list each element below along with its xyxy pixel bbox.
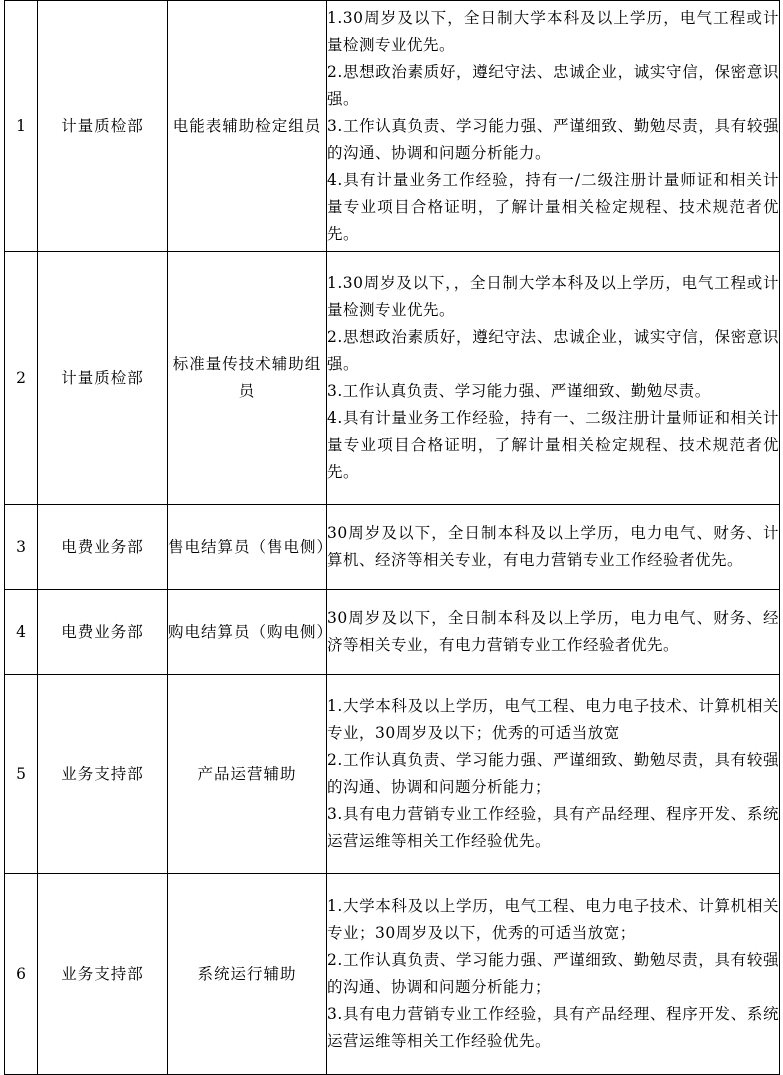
requirement-item: 3.工作认真负责、学习能力强、严谨细致、勤勉尽责。 bbox=[327, 382, 711, 400]
requirement-item: 3.具有电力营销专业工作经验，具有产品经理、程序开发、系统运营运维等相关工作经验优先。 bbox=[327, 805, 779, 850]
position-cell: 电能表辅助检定组员 bbox=[168, 1, 327, 252]
requirements-cell bbox=[327, 590, 780, 675]
table-row bbox=[5, 675, 780, 874]
position-cell: 产品运营辅助 bbox=[168, 675, 327, 874]
department-cell: 业务支持部 bbox=[38, 675, 168, 874]
row-number: 6 bbox=[5, 874, 38, 1075]
requirements-cell bbox=[327, 252, 780, 505]
table-row bbox=[5, 590, 780, 675]
department-cell: 业务支持部 bbox=[38, 874, 168, 1075]
requirements-cell bbox=[327, 1, 780, 252]
requirement-item: 30周岁及以下，全日制本科及以上学历，电力电气、财务、计算机、经济等相关专业，有电力营销专业工作经验者优先。 bbox=[327, 524, 779, 569]
row-number: 3 bbox=[5, 505, 38, 590]
row-number: 5 bbox=[5, 675, 38, 874]
requirement-item: 1.大学本科及以上学历，电气工程、电力电子技术、计算机相关专业；30周岁及以下，优秀的可适当放宽； bbox=[327, 897, 779, 942]
table-row bbox=[5, 1, 780, 252]
requirement-item: 4.具有计量业务工作经验，持有一/二级注册计量师证和相关计量专业项目合格证明，了解计量相关检定规程、技术规范者优先。 bbox=[327, 170, 779, 243]
row-number: 2 bbox=[5, 252, 38, 505]
requirement-item: 2.工作认真负责、学习能力强、严谨细致、勤勉尽责，具有较强的沟通、协调和问题分析能力； bbox=[327, 751, 779, 796]
department-cell: 计量质检部 bbox=[38, 1, 168, 252]
table-row bbox=[5, 252, 780, 505]
requirement-item: 1.30周岁及以下，，全日制大学本科及以上学历，电气工程或计量检测专业优先。 bbox=[327, 274, 779, 319]
job-requirements-table bbox=[4, 0, 780, 1075]
requirement-item: 3.工作认真负责、学习能力强、严谨细致、勤勉尽责，具有较强的沟通、协调和问题分析能力。 bbox=[327, 116, 779, 162]
table-row bbox=[5, 505, 780, 590]
requirement-item: 4.具有计量业务工作经验，持有一、二级注册计量师证和相关计量专业项目合格证明，了解计量相关检定规程、技术规范者优先。 bbox=[327, 409, 779, 481]
requirement-item: 2.思想政治素质好，遵纪守法、忠诚企业，诚实守信，保密意识强。 bbox=[327, 62, 779, 108]
requirements-cell bbox=[327, 874, 780, 1075]
table-row bbox=[5, 874, 780, 1075]
position-cell: 系统运行辅助 bbox=[168, 874, 327, 1075]
department-cell: 电费业务部 bbox=[38, 505, 168, 590]
requirements-cell bbox=[327, 505, 780, 590]
row-number: 4 bbox=[5, 590, 38, 675]
requirement-item: 1.30周岁及以下，全日制大学本科及以上学历，电气工程或计量检测专业优先。 bbox=[327, 8, 779, 54]
row-number: 1 bbox=[5, 1, 38, 252]
position-cell: 购电结算员（购电侧） bbox=[168, 590, 327, 675]
department-cell: 计量质检部 bbox=[38, 252, 168, 505]
requirement-item: 30周岁及以下，全日制本科及以上学历，电力电气、财务、经济等相关专业，有电力营销专业工作经验者优先。 bbox=[327, 609, 779, 654]
requirement-item: 1.大学本科及以上学历，电气工程、电力电子技术、计算机相关专业，30周岁及以下；优秀的可适当放宽 bbox=[327, 697, 779, 742]
requirement-item: 2.工作认真负责、学习能力强、严谨细致、勤勉尽责，具有较强的沟通、协调和问题分析能力； bbox=[327, 951, 779, 996]
requirement-item: 2.思想政治素质好，遵纪守法、忠诚企业，诚实守信，保密意识强。 bbox=[327, 328, 779, 373]
requirements-cell bbox=[327, 675, 780, 874]
position-cell: 售电结算员（售电侧） bbox=[168, 505, 327, 590]
department-cell: 电费业务部 bbox=[38, 590, 168, 675]
requirement-item: 3.具有电力营销专业工作经验，具有产品经理、程序开发、系统运营运维等相关工作经验优先。 bbox=[327, 1005, 779, 1050]
position-cell: 标准量传技术辅助组员 bbox=[168, 252, 327, 505]
